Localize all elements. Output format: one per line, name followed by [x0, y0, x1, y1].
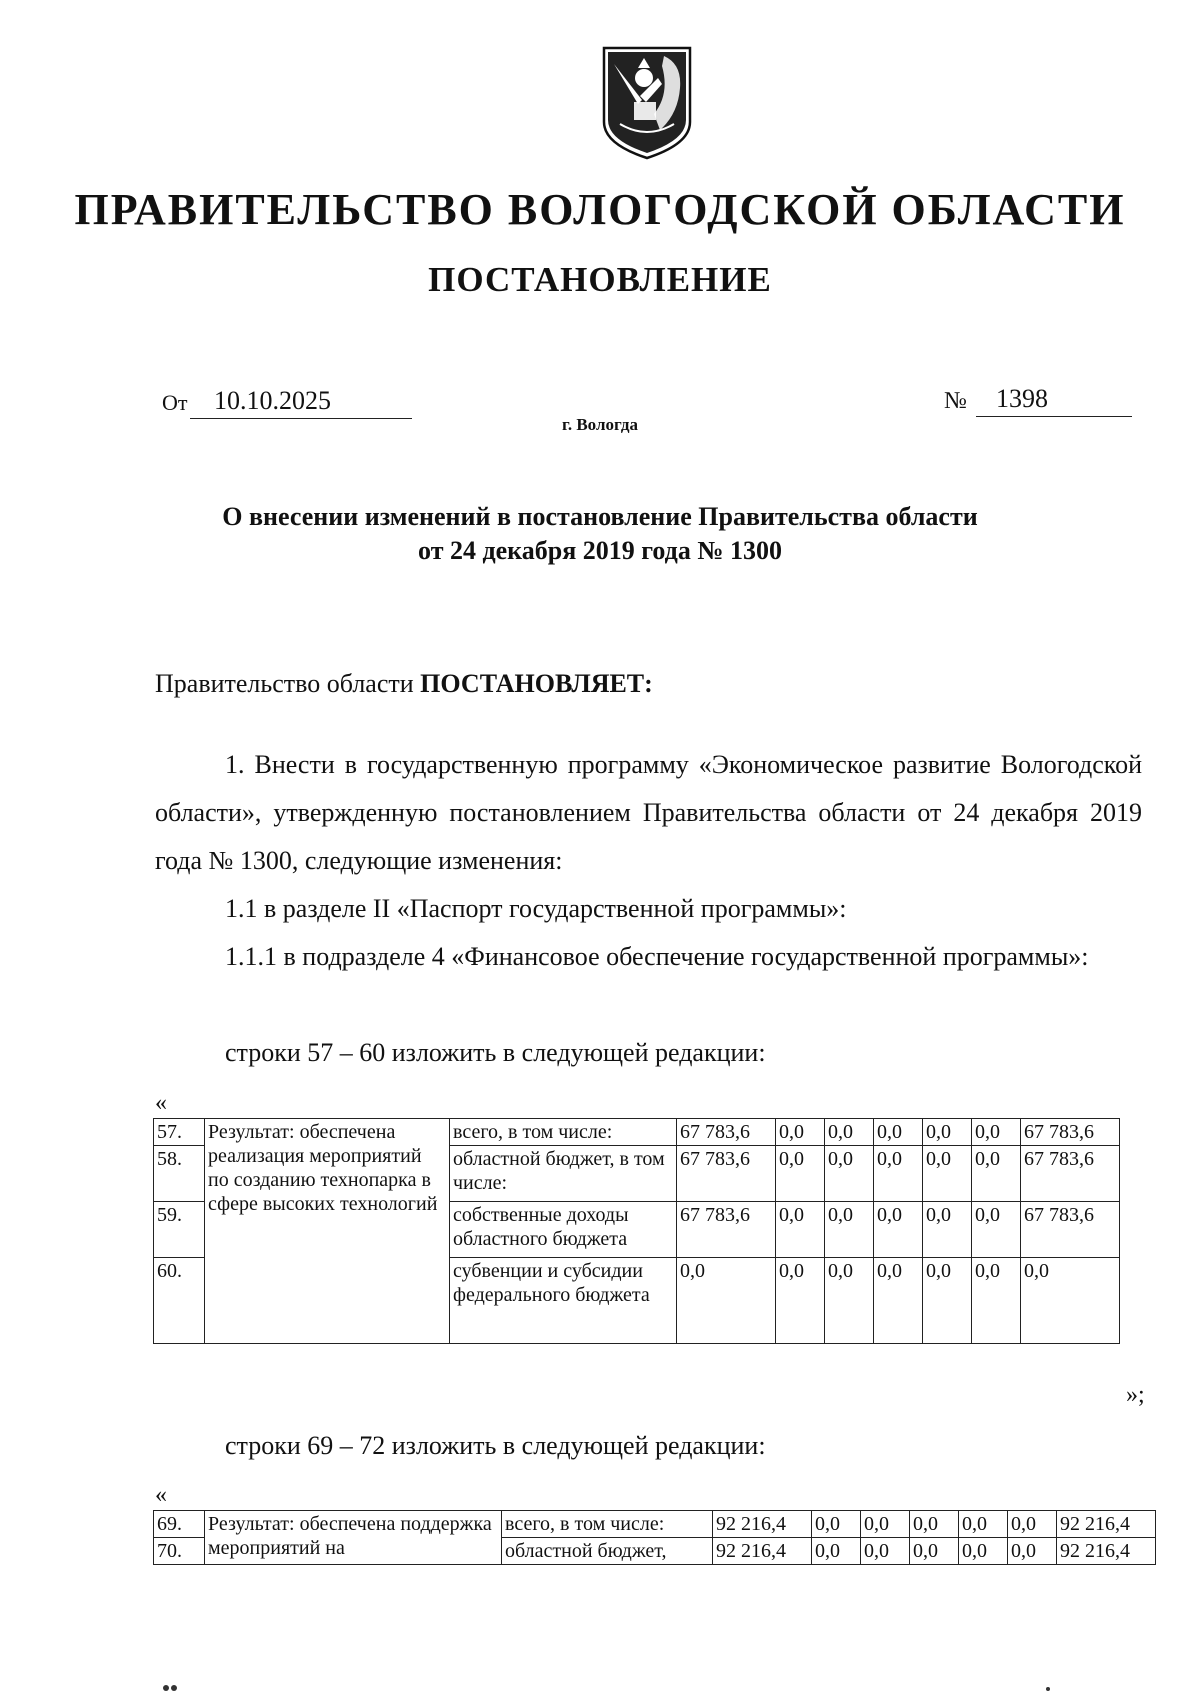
value-cell: 92 216,4: [1057, 1511, 1156, 1538]
table1-quote-open: «: [155, 1090, 167, 1116]
funding-source: всего, в том числе:: [502, 1511, 713, 1538]
value-cell: 0,0: [959, 1538, 1008, 1565]
value-cell: 0,0: [812, 1538, 861, 1565]
document-date: 10.10.2025: [190, 386, 412, 419]
value-cell: 0,0: [874, 1146, 923, 1202]
value-cell: 0,0: [923, 1146, 972, 1202]
document-type-title: ПОСТАНОВЛЕНИЕ: [428, 260, 772, 299]
value-cell: 67 783,6: [677, 1146, 776, 1202]
value-cell: 0,0: [812, 1511, 861, 1538]
result-description: Результат: обеспечена реализация мероприятий по созданию технопарка в сфере высоких технологий: [205, 1119, 450, 1344]
value-cell: 0,0: [972, 1119, 1021, 1146]
value-cell: 0,0: [910, 1538, 959, 1565]
value-cell: 0,0: [1008, 1511, 1057, 1538]
value-cell: 0,0: [776, 1146, 825, 1202]
resolves-paragraph: [155, 660, 653, 708]
subject-line-2: от 24 декабря 2019 года № 1300: [418, 536, 782, 565]
finance-table-1: [153, 1118, 1120, 1344]
value-cell: 0,0: [1008, 1538, 1057, 1565]
value-cell: 92 216,4: [713, 1511, 812, 1538]
value-cell: 0,0: [1021, 1258, 1120, 1344]
value-cell: 0,0: [776, 1202, 825, 1258]
value-cell: 0,0: [776, 1258, 825, 1344]
value-cell: 67 783,6: [677, 1119, 776, 1146]
value-cell: 0,0: [972, 1202, 1021, 1258]
rows-57-60-instruction: строки 57 – 60 изложить в следующей редакции:: [225, 1038, 766, 1067]
scan-artifact-marks: [160, 1680, 1060, 1694]
value-cell: 0,0: [861, 1511, 910, 1538]
value-cell: 0,0: [861, 1538, 910, 1565]
value-cell: 0,0: [825, 1119, 874, 1146]
value-cell: 67 783,6: [1021, 1202, 1120, 1258]
value-cell: 0,0: [825, 1258, 874, 1344]
value-cell: 0,0: [874, 1202, 923, 1258]
finance-table-2: [153, 1510, 1156, 1565]
funding-source: собственные доходы областного бюджета: [450, 1202, 677, 1258]
row-number: 58.: [154, 1146, 205, 1202]
resolves-keyword: ПОСТАНОВЛЯЕТ:: [420, 669, 653, 698]
value-cell: 0,0: [923, 1202, 972, 1258]
value-cell: 0,0: [874, 1119, 923, 1146]
date-label: От: [162, 390, 188, 415]
value-cell: 67 783,6: [1021, 1146, 1120, 1202]
funding-source: субвенции и субсидии федерального бюджета: [450, 1258, 677, 1344]
value-cell: 67 783,6: [1021, 1119, 1120, 1146]
table2-quote-open: «: [155, 1482, 167, 1508]
value-cell: 92 216,4: [1057, 1538, 1156, 1565]
resolves-prefix: Правительство области: [155, 669, 421, 698]
value-cell: 0,0: [910, 1511, 959, 1538]
row-number: 60.: [154, 1258, 205, 1344]
paragraph-1-1-1: 1.1.1 в подразделе 4 «Финансовое обеспечение государственной программы»:: [225, 942, 1089, 971]
subject-line-1: О внесении изменений в постановление Правительства области: [222, 502, 978, 531]
value-cell: 0,0: [972, 1258, 1021, 1344]
row-number: 69.: [154, 1511, 205, 1538]
row-number: 59.: [154, 1202, 205, 1258]
coat-of-arms-emblem: [600, 44, 694, 162]
funding-source: всего, в том числе:: [450, 1119, 677, 1146]
document-number: 1398: [976, 384, 1132, 417]
value-cell: 0,0: [959, 1511, 1008, 1538]
table-row: [154, 1511, 1156, 1538]
value-cell: 0,0: [825, 1202, 874, 1258]
table-row: [154, 1119, 1120, 1146]
value-cell: 92 216,4: [713, 1538, 812, 1565]
rows-69-72-instruction: строки 69 – 72 изложить в следующей редакции:: [225, 1431, 766, 1460]
city-name: г. Вологда: [562, 415, 638, 434]
value-cell: 0,0: [776, 1119, 825, 1146]
value-cell: 0,0: [874, 1258, 923, 1344]
value-cell: 0,0: [825, 1146, 874, 1202]
government-title: ПРАВИТЕЛЬСТВО ВОЛОГОДСКОЙ ОБЛАСТИ: [74, 185, 1126, 234]
value-cell: 0,0: [923, 1119, 972, 1146]
value-cell: 0,0: [677, 1258, 776, 1344]
row-number: 70.: [154, 1538, 205, 1565]
number-label: №: [944, 388, 967, 414]
value-cell: 0,0: [972, 1146, 1021, 1202]
result-description: Результат: обеспечена поддержка мероприятий на: [205, 1511, 502, 1565]
document-subject: [0, 500, 1200, 568]
table1-quote-close: »;: [1126, 1382, 1145, 1408]
value-cell: 67 783,6: [677, 1202, 776, 1258]
value-cell: 0,0: [923, 1258, 972, 1344]
funding-source: областной бюджет, в том числе:: [450, 1146, 677, 1202]
funding-source: областной бюджет,: [502, 1538, 713, 1565]
row-number: 57.: [154, 1119, 205, 1146]
paragraph-1: 1. Внести в государственную программу «Экономическое развитие Вологодской области», утвержденную постановлением Правительства области от 24 декабря 2019 года № 1300, следующие изменения:: [155, 750, 1142, 875]
paragraph-1-1: 1.1 в разделе II «Паспорт государственной программы»:: [225, 894, 847, 923]
